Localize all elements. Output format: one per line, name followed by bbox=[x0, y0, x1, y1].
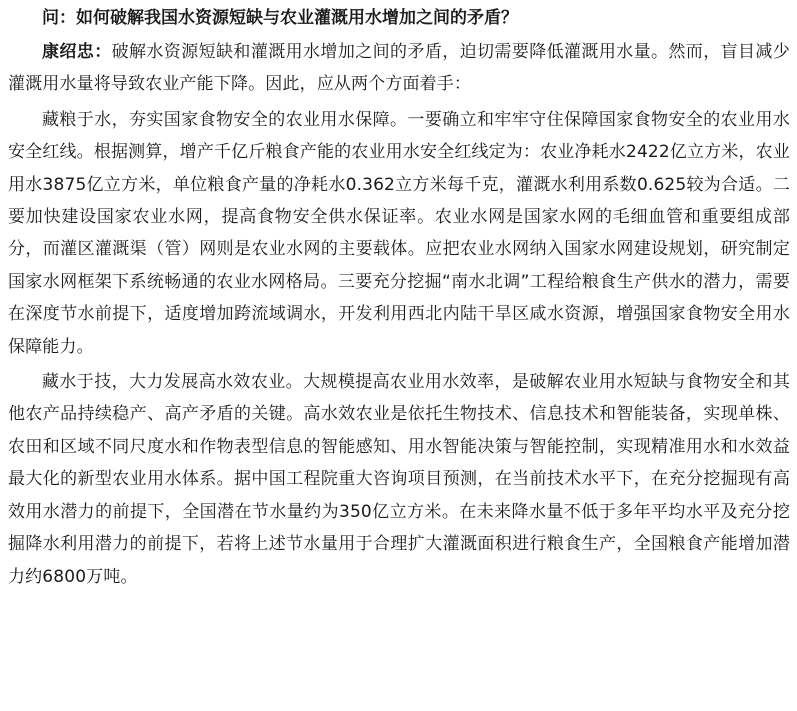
answer-intro-paragraph bbox=[8, 36, 790, 101]
answer-intro-text: 破解水资源短缺和灌溉用水增加之间的矛盾，迫切需要降低灌溉用水量。然而，盲目减少灌溉用水量将导致农业产能下降。因此，应从两个方面着手： bbox=[8, 42, 790, 95]
paragraph-water-security: 藏粮于水，夯实国家食物安全的农业用水保障。一要确立和牢牢守住保障国家食物安全的农业用水安全红线。根据测算，增产千亿斤粮食产能的农业用水安全红线定为：农业净耗水2422亿立方米，农业用水3875亿立方米，单位粮食产量的净耗水0.362立方米每千克，灌溉水利用系数0.625较为合适。二要加快建设国家农业水网，提高食物安全供水保证率。农业水网是国家水网的毛细血管和重要组成部分，而灌区灌溉渠（管）网则是农业水网的主要载体。应把农业水网纳入国家水网建设规划，研究制定国家水网框架下系统畅通的农业水网格局。三要充分挖掘“南水北调”工程给粮食生产供水的潜力，需要在深度节水前提下，适度增加跨流域调水，开发利用西北内陆干旱区咸水资源，增强国家食物安全用水保障能力。 bbox=[8, 109, 790, 357]
question-heading: 问：如何破解我国水资源短缺与农业灌溉用水增加之间的矛盾？ bbox=[42, 8, 518, 28]
speaker-name: 康绍忠： bbox=[42, 42, 112, 62]
paragraph-water-efficiency: 藏水于技，大力发展高水效农业。大规模提高农业用水效率，是破解农业用水短缺与食物安全和其他农产品持续稳产、高产矛盾的关键。高水效农业是依托生物技术、信息技术和智能装备，实现单株、农田和区域不同尺度水和作物表型信息的智能感知、用水智能决策与智能控制，实现精准用水和水效益最大化的新型农业用水体系。据中国工程院重大咨询项目预测，在当前技术水平下，在充分挖掘现有高效用水潜力的前提下，全国潜在节水量约为350亿立方米。在未来降水量不低于多年平均水平及充分挖掘降水利用潜力的前提下，若将上述节水量用于合理扩大灌溉面积进行粮食生产，全国粮食产能增加潜力约6800万吨。 bbox=[8, 372, 790, 587]
